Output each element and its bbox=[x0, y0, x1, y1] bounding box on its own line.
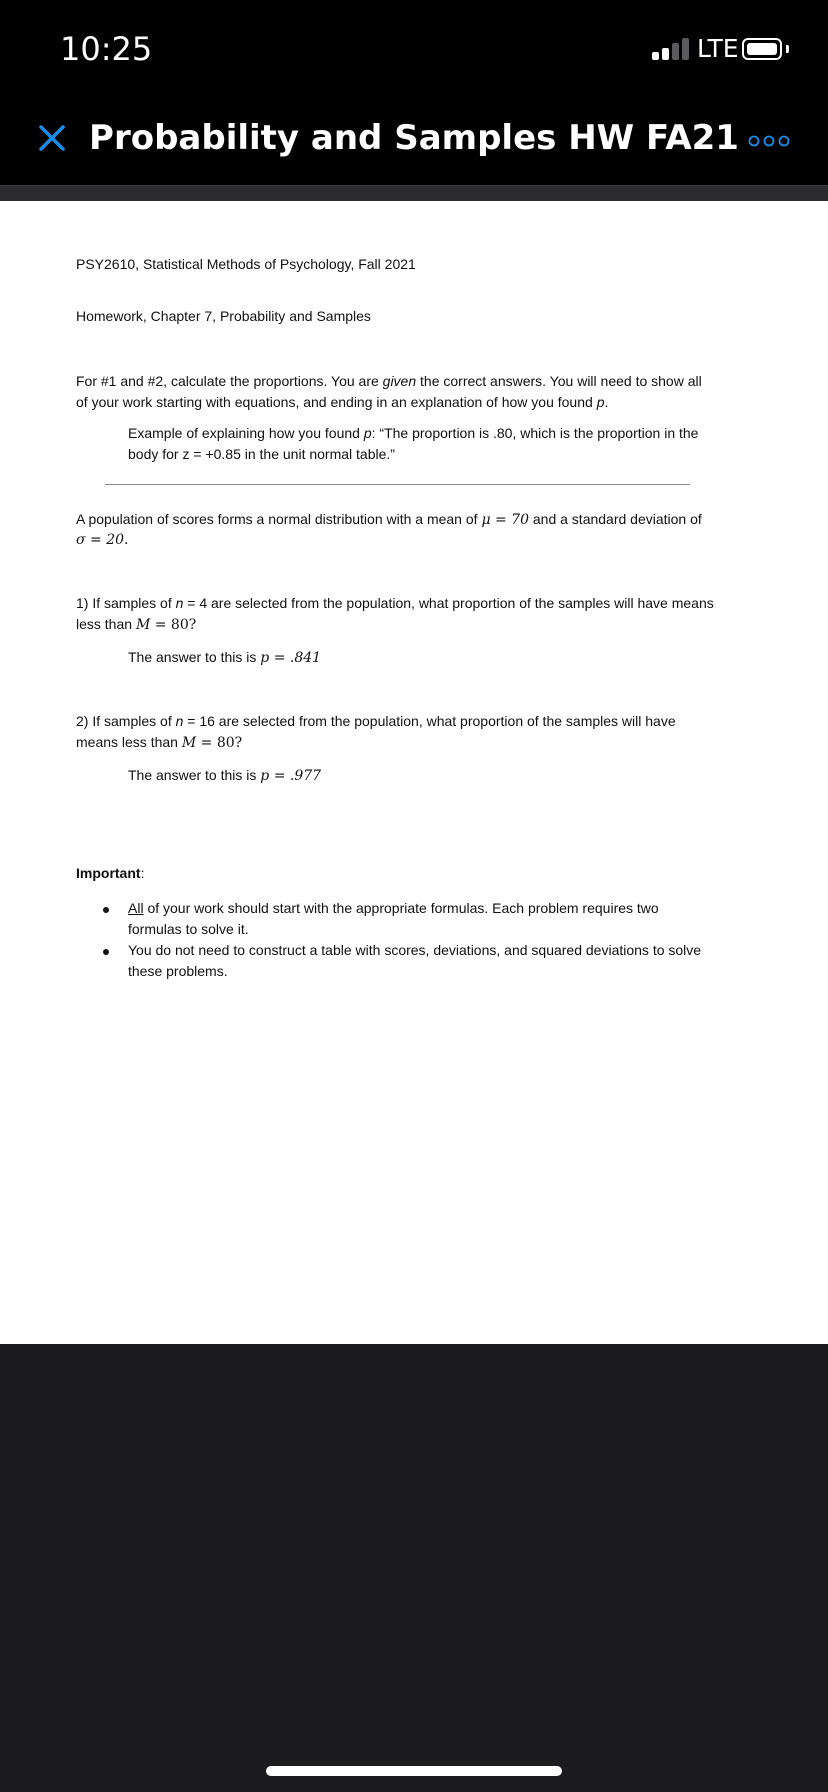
page-title: Probability and Samples HW FA21 bbox=[89, 118, 739, 158]
example-line-1: Example of explaining how you found p: “The proportion is .80, which is the proportion in the bbox=[128, 425, 699, 441]
network-type: LTE bbox=[697, 34, 739, 63]
battery-icon bbox=[742, 38, 782, 60]
more-button[interactable] bbox=[748, 134, 790, 148]
bullet-2-line-2: these problems. bbox=[128, 963, 228, 979]
home-indicator[interactable] bbox=[266, 1766, 562, 1776]
status-bar bbox=[0, 0, 828, 100]
battery-cap bbox=[786, 45, 789, 53]
assignment-line: Homework, Chapter 7, Probability and Samples bbox=[76, 308, 371, 324]
bullet-1-line-2: formulas to solve it. bbox=[128, 921, 249, 937]
question-1-line-2: less than M = 80? bbox=[76, 616, 197, 633]
status-time: 10:25 bbox=[60, 30, 153, 68]
nav-bar bbox=[0, 100, 828, 186]
document-top-gap bbox=[0, 186, 828, 201]
example-line-2: body for z = +0.85 in the unit normal table.” bbox=[128, 446, 395, 462]
bullet-1-line-1: All of your work should start with the appropriate formulas. Each problem requires two bbox=[128, 900, 659, 916]
bullet-icon bbox=[103, 907, 109, 913]
population-line-2: σ = 20. bbox=[76, 532, 129, 548]
question-2-line-2: means less than M = 80? bbox=[76, 734, 243, 751]
question-2-line-1: 2) If samples of n = 16 are selected from the population, what proportion of the samples will have bbox=[76, 713, 676, 729]
instructions-line-1: For #1 and #2, calculate the proportions. You are given the correct answers. You will need to show all bbox=[76, 373, 702, 389]
population-line-1: A population of scores forms a normal distribution with a mean of μ = 70 and a standard deviation of bbox=[76, 511, 702, 528]
important-heading: Important: bbox=[76, 865, 145, 881]
question-1-line-1: 1) If samples of n = 4 are selected from the population, what proportion of the samples will have means bbox=[76, 595, 714, 611]
bullet-2-line-1: You do not need to construct a table with scores, deviations, and squared deviations to solve bbox=[128, 942, 702, 958]
divider bbox=[105, 484, 690, 485]
more-icon bbox=[748, 134, 790, 148]
signal-strength-icon bbox=[652, 38, 692, 60]
document-page[interactable] bbox=[0, 201, 828, 1344]
instructions-line-2: of your work starting with equations, and ending in an explanation of how you found p. bbox=[76, 394, 609, 410]
course-line: PSY2610, Statistical Methods of Psychology, Fall 2021 bbox=[76, 256, 416, 272]
question-1-answer: The answer to this is p = .841 bbox=[128, 649, 322, 666]
bullet-icon bbox=[103, 949, 109, 955]
question-2-answer: The answer to this is p = .977 bbox=[128, 767, 322, 784]
